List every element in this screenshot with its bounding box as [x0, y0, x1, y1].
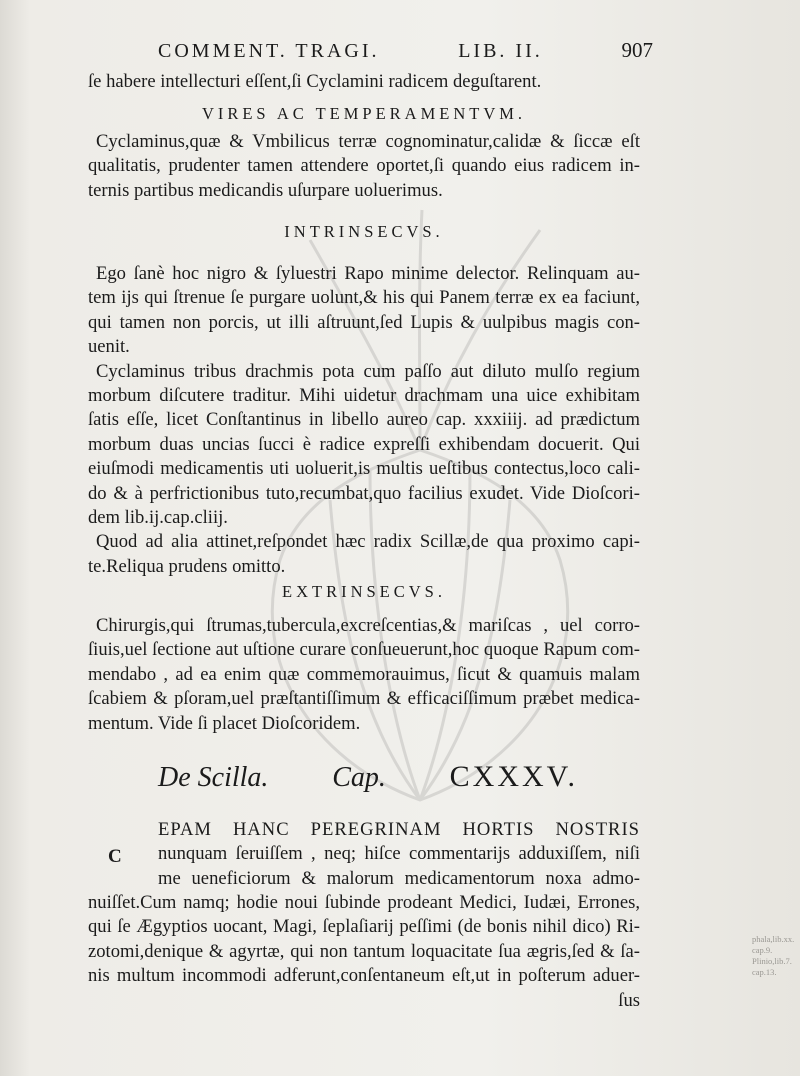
- section-heading-extrinsecus: EXTRINSECVS.: [282, 582, 446, 601]
- text-line: ſatis eſſe, licet Conſtantinus in libello aureo cap. xxxiiij. ad prædictum: [88, 409, 640, 431]
- margin-note-line: cap.13.: [752, 967, 777, 977]
- section-body-intrinsecus: [88, 262, 640, 579]
- text-line: Ego ſanè hoc nigro & ſyluestri Rapo minime delector. Relinquam au-: [96, 263, 640, 284]
- text-line: Cyclaminus tribus drachmis pota cum paſſo aut diluto mulſo regium: [96, 360, 640, 382]
- running-head-title: COMMENT. TRAGI.: [158, 40, 380, 62]
- text-line: Chirurgis,qui ſtrumas,tubercula,excreſcentias,& mariſcas , uel corro-: [96, 615, 640, 636]
- drop-initial: C: [108, 846, 122, 867]
- catchword: ſus: [618, 989, 640, 1011]
- chapter-heading: [158, 760, 578, 794]
- text-line: Cyclaminus,quæ & Vmbilicus terræ cognominatur,calidæ & ſiccæ eſt: [96, 131, 640, 152]
- section-heading-intrinsecus: INTRINSECVS.: [284, 222, 444, 241]
- margin-note: [752, 934, 800, 978]
- text-line: me ueneficiorum & malorum medicamentorum noxa admo-: [158, 867, 640, 889]
- text-line: eiuſmodi medicamentis uti uoluerit,is multis ueſtibus contectus,loco cali-: [88, 458, 640, 480]
- text-line: morbum duas uncias ſucci è radice expreſſi exhibendam docuerit. Qui: [88, 433, 640, 455]
- text-line: ſe habere intellecturi eſſent,ſi Cyclamini radicem deguſtarent.: [88, 71, 542, 92]
- section-body-extrinsecus: [88, 614, 640, 736]
- chapter-cap-label: Cap.: [332, 762, 386, 793]
- text-line: EPAM HANC PEREGRINAM HORTIS NOSTRIS: [158, 819, 640, 840]
- text-line: qui tamen non porcis, ut illi aſtruunt,ſed Lupis & uulpibus magis con-: [88, 311, 640, 333]
- text-line: qui ſe Ægyptios uocant, Magi, ſeplaſiarij peſſimi (de bonis nihil dico) Ri-: [88, 916, 640, 938]
- text-line: Quod ad alia attinet,reſpondet hæc radix Scillæ,de qua proximo capi-: [96, 531, 640, 553]
- margin-note-line: phala,lib.xx.: [752, 934, 795, 944]
- text-line: nuiſſet.Cum namq; hodie noui ſubinde prodeant Medici, Iudæi, Errones,: [88, 892, 640, 913]
- text-line: nunquam ſeruiſſem , neq; hiſce commentarijs adduxiſſem, niſi: [158, 843, 640, 865]
- chapter-number: CXXXV.: [449, 760, 578, 793]
- text-line: zotomi,denique & agyrtæ, qui non tantum loquacitate ſua ægris,ſed & ſa-: [88, 940, 640, 962]
- text-line: morbum diſcutere traditur. Mihi uidetur drachmam una uice exhibitam: [88, 385, 640, 407]
- text-line: do & à perfrictionibus tuto,recumbat,quo facilius exudet. Vide Dioſcori-: [88, 482, 640, 504]
- chapter-title: De Scilla.: [158, 762, 269, 793]
- text-line: ternis partibus medicandis uſurpare uoluerimus.: [88, 179, 443, 201]
- section-body-vires: [88, 130, 640, 203]
- margin-note-line: cap.9.: [752, 945, 773, 955]
- text-line: mendabo , ad ea enim quæ commemorauimus, ſicut & quamuis malam: [88, 663, 640, 685]
- text-line: ſcabiem & pſoram,uel præſtantiſſimum & efficaciſſimum præbet medica-: [88, 688, 640, 710]
- running-head: [158, 38, 653, 63]
- text-line: mentum. Vide ſi placet Dioſcoridem.: [88, 712, 361, 734]
- chapter-body: [88, 891, 640, 1013]
- folio-number: 907: [621, 38, 653, 62]
- text-line: ſiuis,uel ſectione aut uſtione curare conſueuerunt,hoc quoque Rapum com-: [88, 639, 640, 661]
- margin-note-line: Plinio,lib.7.: [752, 956, 792, 966]
- continuation-text: [88, 70, 640, 94]
- running-head-book: LIB. II.: [458, 40, 543, 62]
- text-line: tem ijs qui ſtrenue ſe purgare uolunt,& his qui Panem terræ ex ea faciunt,: [88, 287, 640, 309]
- section-heading-vires: VIRES AC TEMPERAMENTVM.: [201, 104, 527, 123]
- text-line: dem lib.ij.cap.cliij.: [88, 507, 228, 529]
- text-line: te.Reliqua prudens omitto.: [88, 555, 286, 577]
- text-line: uenit.: [88, 336, 130, 358]
- text-line: qualitatis, prudenter tamen attendere oportet,ſi quando eius radicem in-: [88, 155, 640, 177]
- chapter-first-line: [158, 818, 640, 891]
- text-line: nis multum incommodi adferunt,conſentaneum eſt,ut in poſterum aduer-: [88, 965, 640, 987]
